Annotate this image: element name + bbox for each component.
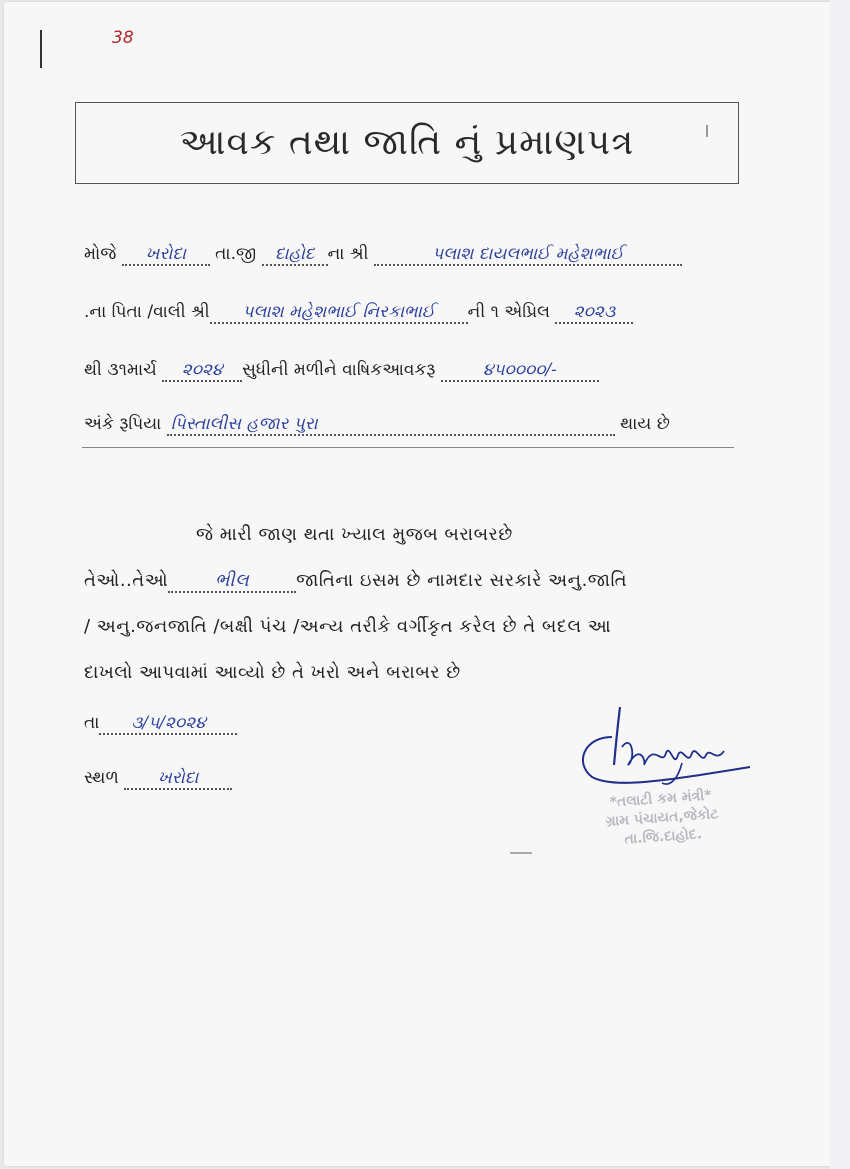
declaration-line2-suffix: જાતિના ઇસમ છે નામદાર સરકારે અનુ.જાતિ bbox=[296, 570, 628, 591]
date-label: તા bbox=[84, 713, 100, 733]
line3-prefix: થી ૩૧માર્ચ bbox=[84, 360, 157, 380]
declaration-line2-prefix: તેઓ..તેઓ bbox=[84, 570, 169, 591]
stamp-line-2: ગ્રામ પંચાયત,જેકોટ bbox=[605, 806, 719, 830]
page-number: 38 bbox=[112, 28, 134, 48]
form-line-2 bbox=[84, 302, 633, 324]
scan-edge bbox=[830, 0, 850, 1169]
place-line bbox=[84, 768, 232, 790]
year-from-field: ૨૦૨૩ bbox=[555, 302, 633, 324]
form-line-4 bbox=[84, 414, 670, 436]
line1-prefix: મોજે bbox=[84, 244, 117, 264]
year-to-field: ૨૦૨૪ bbox=[162, 360, 242, 382]
income-amount-field: ૪૫૦૦૦૦/- bbox=[441, 360, 599, 382]
line4-prefix: અંકે રૂપિયા bbox=[84, 414, 162, 434]
line2-mid: ની ૧ એપ્રિલ bbox=[467, 302, 550, 322]
applicant-name-field: પલાશ દાયલભાઈ મહેશભાઈ bbox=[374, 244, 682, 266]
place-field: ખરોદા bbox=[124, 768, 232, 790]
stamp-line-1: *તલાટી કમ મંત્રી* bbox=[609, 787, 713, 811]
stamp-line-3: તા.જિ.દાહોદ. bbox=[624, 826, 703, 848]
date-field: ૩/૫/૨૦૨૪ bbox=[99, 713, 237, 735]
declaration-line-3: / અનુ.જનજાતિ /બક્ષી પંચ /અન્ય તરીકે વર્ગીકૃત કરેલ છે તે બદલ આ bbox=[84, 616, 612, 637]
village-field: ખરોદા bbox=[122, 244, 210, 266]
declaration-line-2 bbox=[84, 570, 627, 593]
scan-mark bbox=[510, 852, 532, 854]
title-box bbox=[75, 102, 739, 184]
form-line-1 bbox=[84, 244, 682, 266]
guardian-name-field: પલાશ મહેશભાઈ નિરકાભાઈ bbox=[210, 302, 468, 324]
declaration-line-4: દાખલો આપવામાં આવ્યો છે તે ખરો અને બરાબર છે bbox=[84, 662, 461, 683]
form-line-3 bbox=[84, 360, 599, 382]
line1-mid2: ના શ્રી bbox=[327, 244, 369, 264]
line1-mid1: તા.જી bbox=[215, 244, 257, 264]
line4-suffix: થાય છે bbox=[620, 414, 670, 434]
date-line bbox=[84, 713, 237, 735]
section-divider bbox=[82, 447, 734, 448]
document-title: આવક તથા જાતિ નું પ્રમાણપત્ર bbox=[179, 122, 635, 163]
place-label: સ્થળ bbox=[84, 768, 119, 788]
taluka-field: દાહોદ bbox=[262, 244, 328, 266]
line3-mid: સુધીની મળીને વાષિકઆવકરૂ bbox=[242, 360, 436, 380]
line2-prefix: .ના પિતા /વાલી શ્રી bbox=[84, 302, 210, 322]
caste-field: ભીલ bbox=[168, 570, 296, 593]
amount-in-words-field: પિસ્તાલીસ હજાર પુરા bbox=[167, 414, 615, 436]
declaration-line-1: જે મારી જાણ થતા ખ્યાલ મુજબ બરાબરછે bbox=[196, 524, 513, 545]
margin-mark bbox=[40, 30, 42, 68]
signature-icon bbox=[574, 703, 754, 793]
